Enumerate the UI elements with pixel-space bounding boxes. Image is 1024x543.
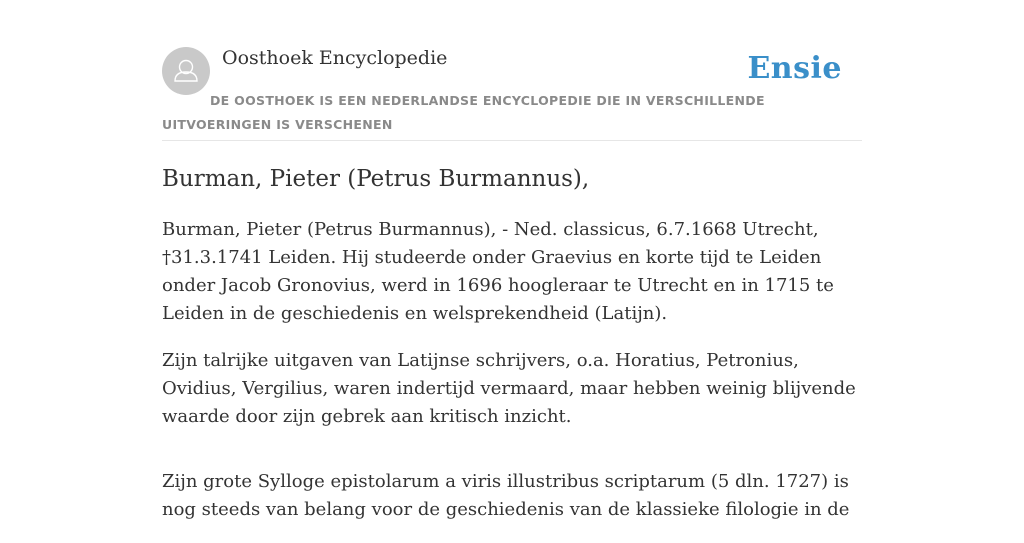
- source-name-link[interactable]: Oosthoek Encyclopedie: [222, 47, 448, 69]
- ensie-logo[interactable]: Ensie: [747, 51, 842, 86]
- article-title: Burman, Pieter (Petrus Burmannus),: [162, 166, 590, 192]
- page-container: [162, 0, 862, 520]
- source-header: [162, 0, 862, 141]
- source-avatar[interactable]: [162, 47, 210, 95]
- article-paragraph: Zijn talrijke uitgaven van Latijnse schrijvers, o.a. Horatius, Petronius, Ovidius, Vergilius, waren indertijd vermaard, maar hebben weinig blijvende waarde door zijn gebrek aan kritisch inzicht.: [162, 350, 856, 427]
- source-description: DE OOSTHOEK IS EEN NEDERLANDSE ENCYCLOPEDIE DIE IN VERSCHILLENDE UITVOERINGEN IS VERSCHENEN: [162, 93, 765, 132]
- article-paragraph: Burman, Pieter (Petrus Burmannus), - Ned. classicus, 6.7.1668 Utrecht, †31.3.1741 Leiden. Hij studeerde onder Graevius en korte tijd te Leiden onder Jacob Gronovius, werd in 1696 hoogleraar te Utrecht en in 1715 te Leiden in de geschiedenis en welsprekendheid (Latijn).: [162, 219, 834, 324]
- user-silhouette-icon: [162, 47, 210, 95]
- article-body: [162, 216, 872, 543]
- article-paragraph: Zijn grote Sylloge epistolarum a viris illustribus scriptarum (5 dln. 1727) is nog steeds van belang voor de geschiedenis van de klassieke filologie in de: [162, 471, 850, 520]
